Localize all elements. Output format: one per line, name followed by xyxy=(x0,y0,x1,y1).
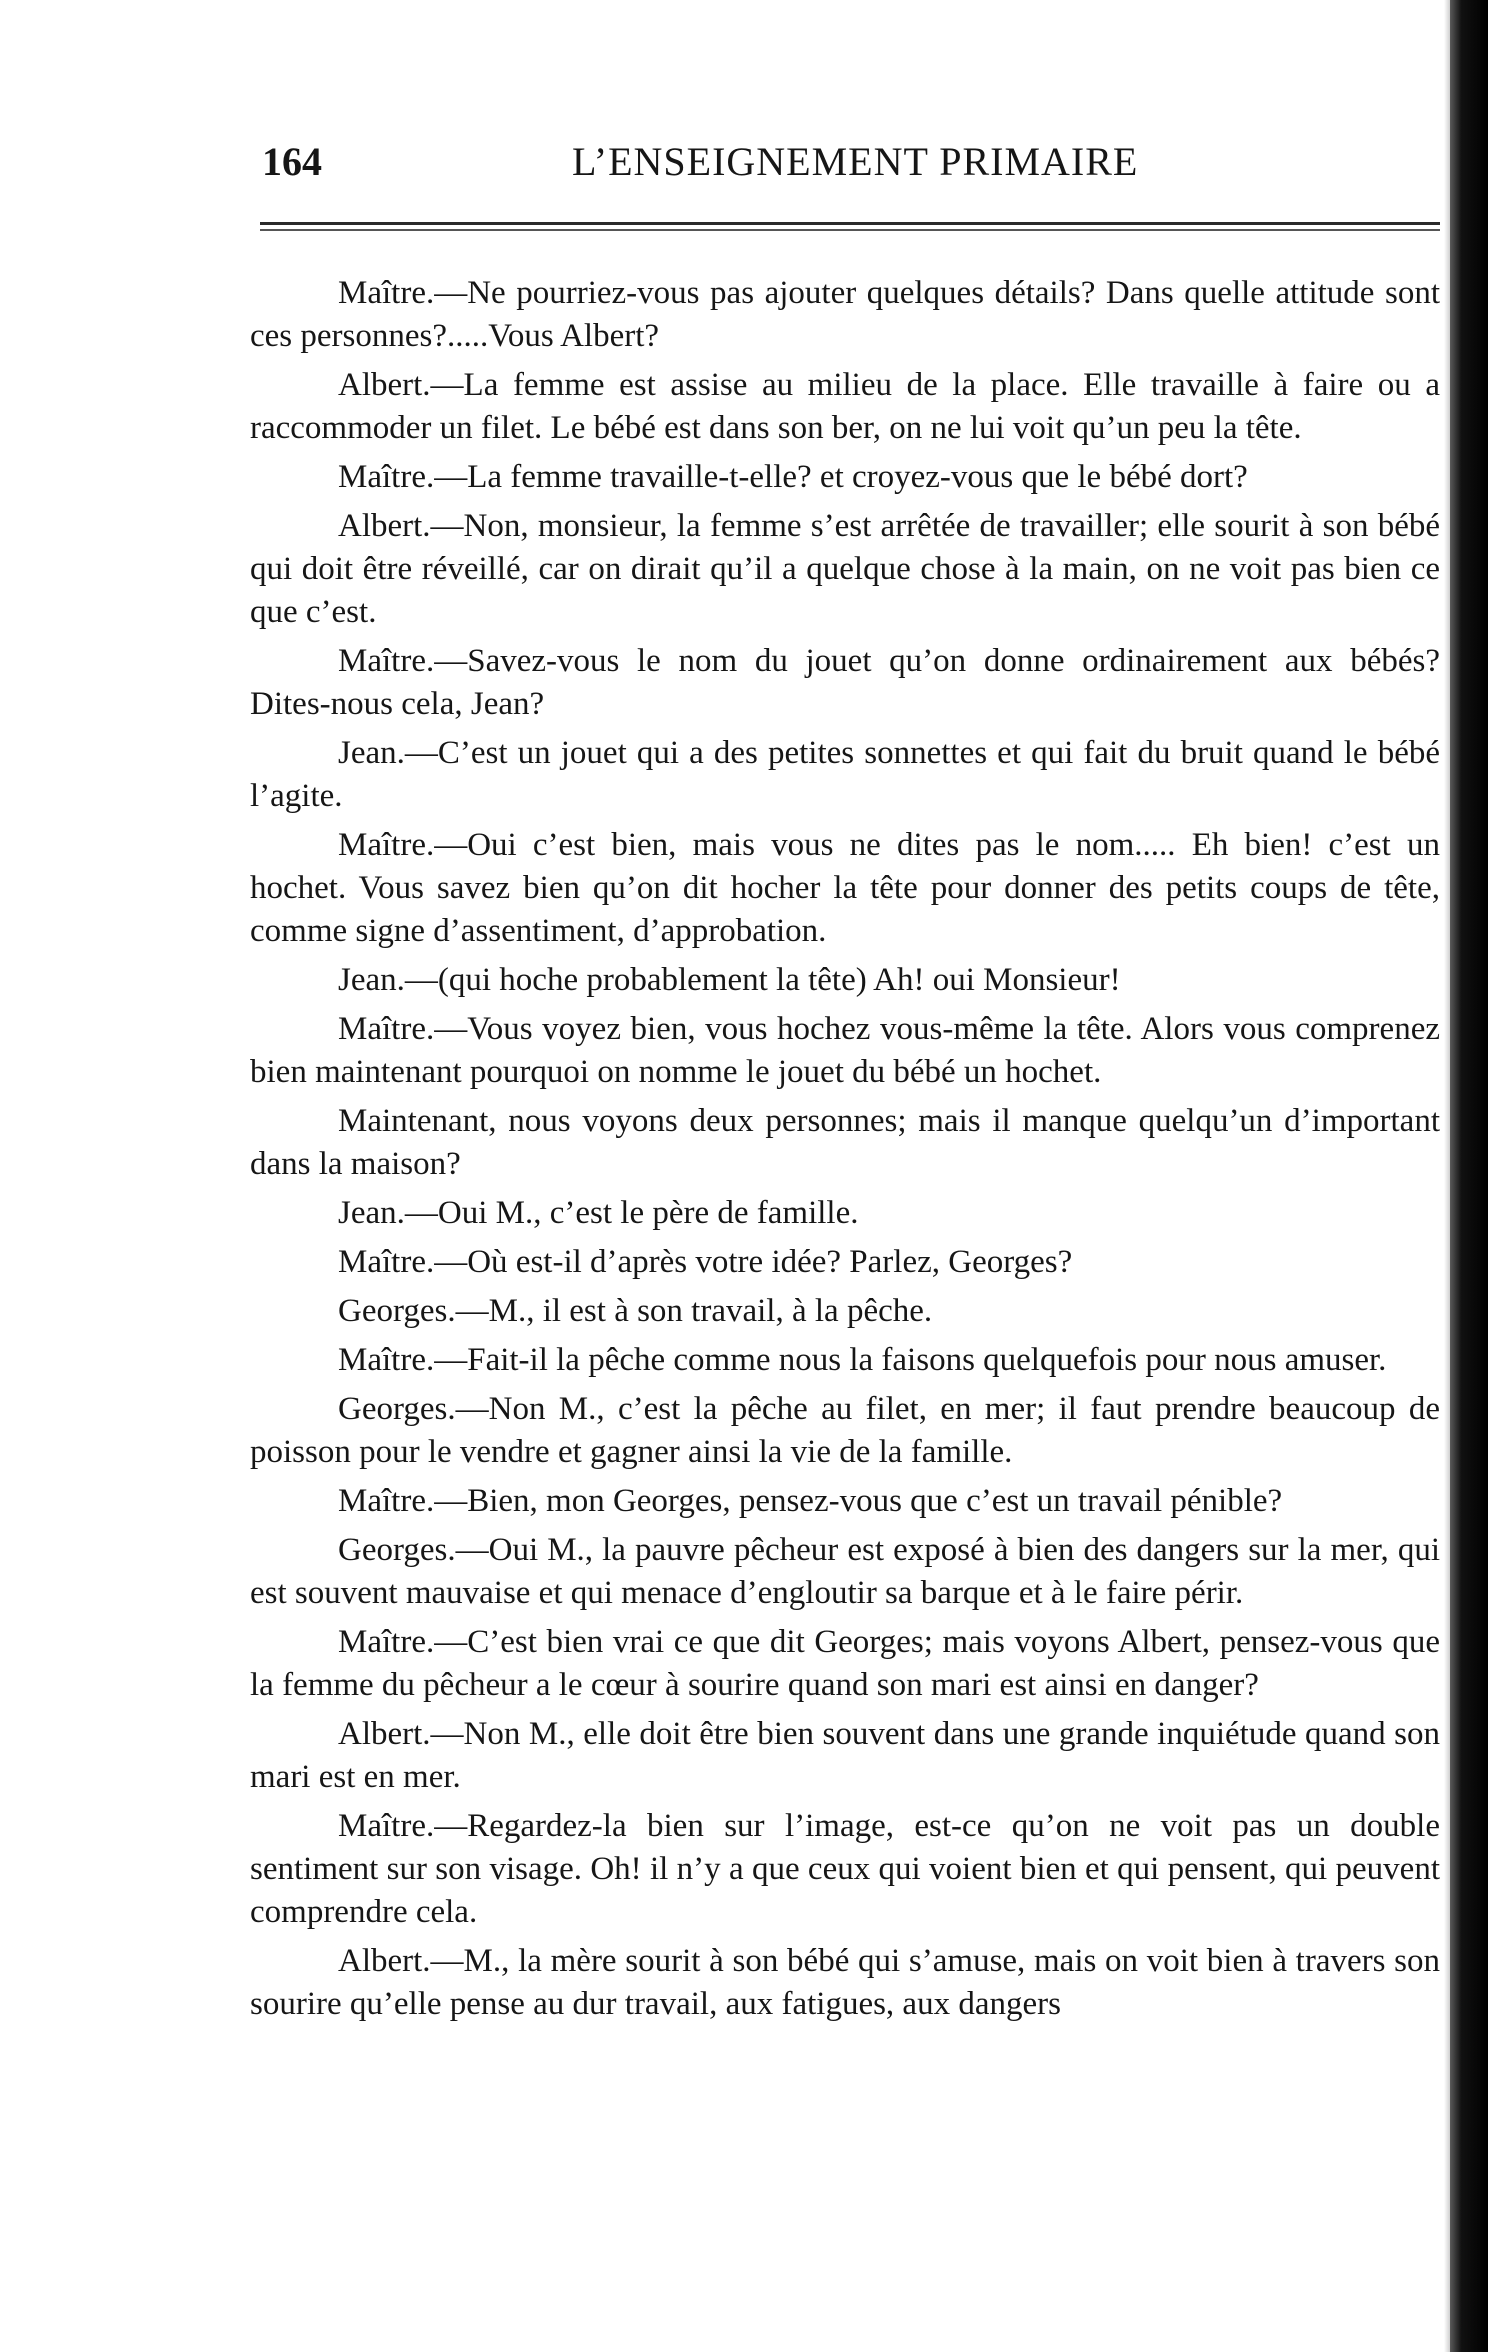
dialogue-paragraph: Maître.—La femme travaille-t-elle? et croyez-vous que le bébé dort? xyxy=(338,459,1248,495)
page-number: 164 xyxy=(262,139,322,184)
header-rule-thick xyxy=(260,222,1440,225)
dialogue-paragraph: Maître.—Bien, mon Georges, pensez-vous que c’est un travail pénible? xyxy=(338,1483,1283,1519)
dialogue-paragraph: Georges.—Non M., c’est la pêche au filet, en mer; il faut prendre beaucoup de poisson pour le vendre et gagner ainsi la vie de la famille. xyxy=(250,1391,1440,1470)
dialogue-paragraph: Albert.—Non, monsieur, la femme s’est arrêtée de travailler; elle sourit à son bébé qui doit être réveillé, car on dirait qu’il a quelque chose à la main, on ne voit pas bien ce que c’est. xyxy=(250,508,1440,630)
header-rule xyxy=(260,222,1440,235)
dialogue-paragraph: Albert.—La femme est assise au milieu de la place. Elle travaille à faire ou a raccommoder un filet. Le bébé est dans son ber, on ne lui voit qu’un peu la tête. xyxy=(250,367,1440,446)
dialogue-paragraph: Georges.—Oui M., la pauvre pêcheur est exposé à bien des dangers sur la mer, qui est souvent mauvaise et qui menace d’engloutir sa barque et à le faire périr. xyxy=(250,1532,1440,1611)
dialogue-paragraph: Maître.—Vous voyez bien, vous hochez vous-même la tête. Alors vous comprenez bien maintenant pourquoi on nomme le jouet du bébé un hochet. xyxy=(250,1011,1440,1090)
body-text xyxy=(250,272,1440,2032)
page-header xyxy=(262,138,1442,198)
dialogue-paragraph: Georges.—M., il est à son travail, à la pêche. xyxy=(338,1293,933,1329)
header-rule-thin xyxy=(260,229,1440,231)
dialogue-paragraph: Maître.—C’est bien vrai ce que dit Georges; mais voyons Albert, pensez-vous que la femme du pêcheur a le cœur à sourire quand son mari est ainsi en danger? xyxy=(250,1624,1440,1703)
running-title: L’ENSEIGNEMENT PRIMAIRE xyxy=(572,139,1139,184)
dialogue-paragraph: Maître.—Où est-il d’après votre idée? Parlez, Georges? xyxy=(338,1244,1073,1280)
dialogue-paragraph: Maître.—Oui c’est bien, mais vous ne dites pas le nom..... Eh bien! c’est un hochet. Vous savez bien qu’on dit hocher la tête pour donner des petits coups de tête, comme signe d’assentiment, d’approbation. xyxy=(250,827,1440,949)
page-edge xyxy=(1450,0,1488,2352)
dialogue-paragraph: Maître.—Fait-il la pêche comme nous la faisons quelquefois pour nous amuser. xyxy=(338,1342,1387,1378)
dialogue-paragraph: Maître.—Ne pourriez-vous pas ajouter quelques détails? Dans quelle attitude sont ces personnes?.....Vous Albert? xyxy=(250,275,1440,354)
dialogue-paragraph: Jean.—(qui hoche probablement la tête) Ah! oui Monsieur! xyxy=(338,962,1121,998)
dialogue-paragraph: Albert.—M., la mère sourit à son bébé qui s’amuse, mais on voit bien à travers son sourire qu’elle pense au dur travail, aux fatigues, aux dangers xyxy=(250,1943,1440,2022)
dialogue-paragraph: Jean.—C’est un jouet qui a des petites sonnettes et qui fait du bruit quand le bébé l’agite. xyxy=(250,735,1440,814)
dialogue-paragraph: Jean.—Oui M., c’est le père de famille. xyxy=(338,1195,859,1231)
dialogue-paragraph: Maintenant, nous voyons deux personnes; mais il manque quelqu’un d’important dans la maison? xyxy=(250,1103,1440,1182)
dialogue-paragraph: Maître.—Regardez-la bien sur l’image, est-ce qu’on ne voit pas un double sentiment sur son visage. Oh! il n’y a que ceux qui voient bien et qui pensent, qui peuvent comprendre cela. xyxy=(250,1808,1440,1930)
dialogue-paragraph: Maître.—Savez-vous le nom du jouet qu’on donne ordinairement aux bébés? Dites-nous cela, Jean? xyxy=(250,643,1440,722)
dialogue-paragraph: Albert.—Non M., elle doit être bien souvent dans une grande inquiétude quand son mari est en mer. xyxy=(250,1716,1440,1795)
